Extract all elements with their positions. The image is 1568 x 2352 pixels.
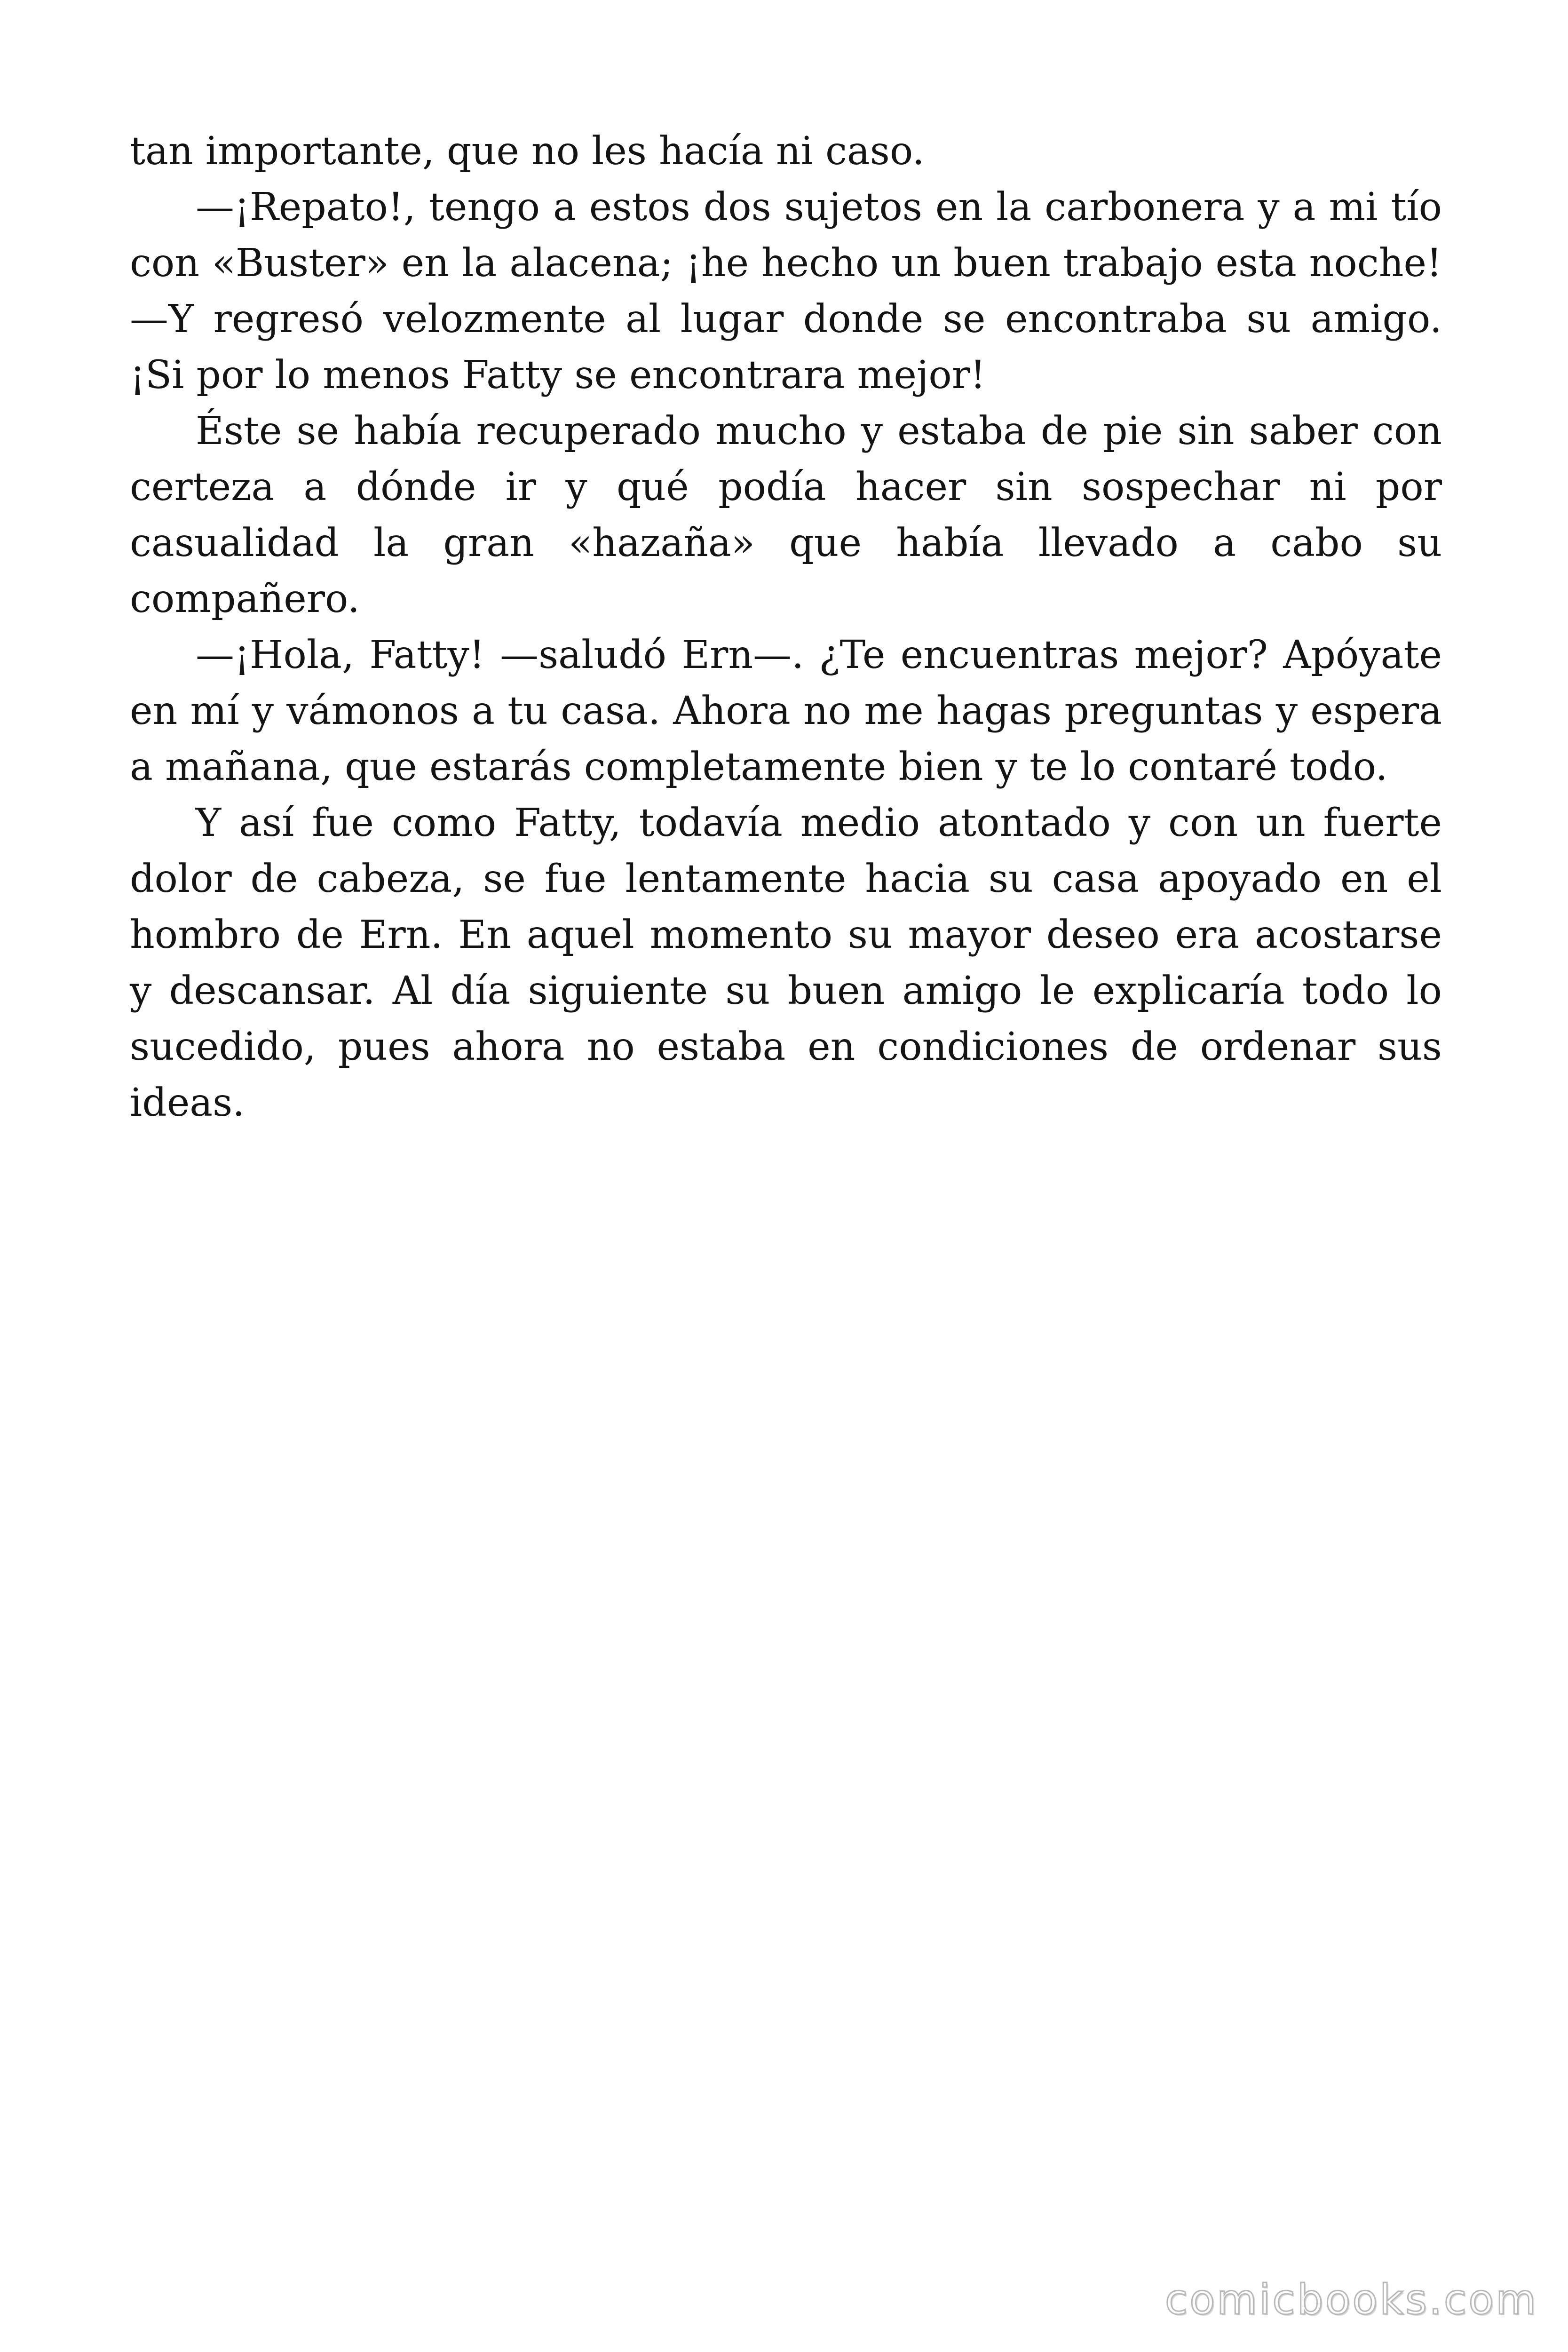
paragraph-2: —¡Repato!, tengo a estos dos sujetos en la carbonera y a mi tío con «Buster» en la alacena; ¡he hecho un buen trabajo esta noche! —Y regresó velozmente al lugar donde se encontraba su amigo. ¡Si por lo menos Fatty se encontrara mejor!	[130, 185, 1442, 397]
paragraph-3: Éste se había recuperado mucho y estaba de pie sin saber con certeza a dónde ir y qué podía hacer sin sospechar ni por casualidad la gran «hazaña» que había llevado a cabo su compañero.	[130, 409, 1442, 621]
watermark: comicbooks.com	[1164, 2275, 1538, 2324]
paragraph-5: Y así fue como Fatty, todavía medio atontado y con un fuerte dolor de cabeza, se fue lentamente hacia su casa apoyado en el hombro de Ern. En aquel momento su mayor deseo era acostarse y descansar. Al día siguiente su buen amigo le explicaría todo lo sucedido, pues ahora no estaba en condiciones de ordenar sus ideas.	[130, 801, 1442, 1125]
body-text	[130, 123, 1442, 1131]
paragraph-1: tan importante, que no les hacía ni caso.	[130, 129, 925, 174]
paragraph-4: —¡Hola, Fatty! —saludó Ern—. ¿Te encuentras mejor? Apóyate en mí y vámonos a tu casa. Ahora no me hagas preguntas y espera a mañana, que estarás completamente bien y te lo contaré todo.	[130, 633, 1442, 789]
